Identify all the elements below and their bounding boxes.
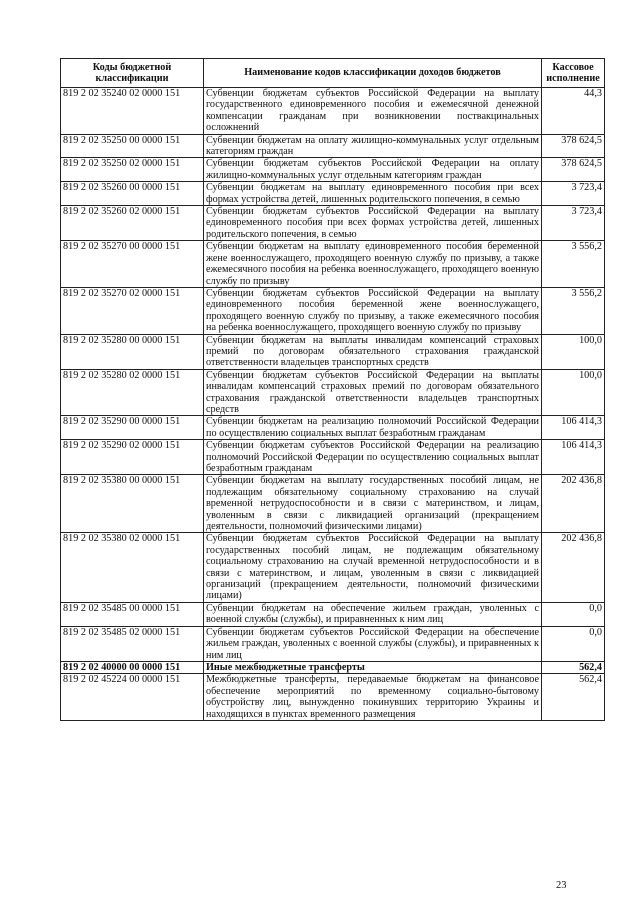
revenue-name-cell: Субвенции бюджетам на оплату жилищно-коммунальных услуг отдельным категориям граждан	[204, 134, 542, 158]
table-row	[61, 416, 605, 440]
budget-code-cell: 819 2 02 35380 02 0000 151	[61, 533, 204, 602]
amount-cell: 3 556,2	[542, 287, 605, 334]
amount-column-header: Кассовое исполнение	[542, 59, 605, 88]
amount-cell: 0,0	[542, 626, 605, 661]
budget-code-cell: 819 2 02 35270 00 0000 151	[61, 241, 204, 288]
amount-cell: 106 414,3	[542, 440, 605, 475]
amount-cell: 106 414,3	[542, 416, 605, 440]
amount-cell: 202 436,8	[542, 533, 605, 602]
page-number: 23	[556, 880, 567, 891]
amount-cell: 3 723,4	[542, 182, 605, 206]
table-row	[61, 88, 605, 135]
table-row	[61, 533, 605, 602]
table-row	[61, 158, 605, 182]
budget-code-cell: 819 2 02 45224 00 0000 151	[61, 674, 204, 721]
revenue-name-cell: Иные межбюджетные трансферты	[204, 661, 542, 673]
budget-code-cell: 819 2 02 35280 02 0000 151	[61, 369, 204, 416]
budget-code-cell: 819 2 02 35270 02 0000 151	[61, 287, 204, 334]
revenue-name-cell: Субвенции бюджетам на обеспечение жильем граждан, уволенных с военной службы (службы), и приравненных к ним лиц	[204, 602, 542, 626]
revenue-name-cell: Субвенции бюджетам субъектов Российской Федерации на оплату жилищно-коммунальных услуг отдельным категориям граждан	[204, 158, 542, 182]
budget-code-cell: 819 2 02 35290 02 0000 151	[61, 440, 204, 475]
budget-code-cell: 819 2 02 35380 00 0000 151	[61, 475, 204, 533]
table-row	[61, 369, 605, 416]
code-column-header: Коды бюджетной классификации	[61, 59, 204, 88]
budget-code-cell: 819 2 02 35485 00 0000 151	[61, 602, 204, 626]
revenue-name-cell: Субвенции бюджетам субъектов Российской Федерации на выплату единовременного пособия беременной жене военнослужащего, проходящего военную службу по призыву, а также ежемесячного пособия на ребенка военнослужащего, проходящего военную службу по призыву	[204, 287, 542, 334]
table-header-row	[61, 59, 605, 88]
budget-code-cell: 819 2 02 35250 02 0000 151	[61, 158, 204, 182]
amount-cell: 3 556,2	[542, 241, 605, 288]
table-row	[61, 334, 605, 369]
table-row	[61, 661, 605, 673]
budget-revenue-table	[60, 58, 605, 721]
amount-cell: 100,0	[542, 334, 605, 369]
table-row	[61, 182, 605, 206]
amount-cell: 378 624,5	[542, 134, 605, 158]
budget-code-cell: 819 2 02 35485 02 0000 151	[61, 626, 204, 661]
revenue-name-cell: Субвенции бюджетам субъектов Российской Федерации на выплату единовременного пособия при всех формах устройства детей, лишенных родительского попечения, в семью	[204, 206, 542, 241]
amount-cell: 378 624,5	[542, 158, 605, 182]
budget-code-cell: 819 2 02 35260 02 0000 151	[61, 206, 204, 241]
revenue-name-cell: Субвенции бюджетам на выплату единовременного пособия беременной жене военнослужащего, проходящего военную службу по призыву, а также ежемесячного пособия на ребенка военнослужащего, проходящего военную службу по призыву	[204, 241, 542, 288]
budget-code-cell: 819 2 02 35250 00 0000 151	[61, 134, 204, 158]
amount-cell: 0,0	[542, 602, 605, 626]
amount-cell: 202 436,8	[542, 475, 605, 533]
budget-code-cell: 819 2 02 35280 00 0000 151	[61, 334, 204, 369]
table-row	[61, 602, 605, 626]
table-row	[61, 134, 605, 158]
revenue-name-cell: Субвенции бюджетам на реализацию полномочий Российской Федерации по осуществлению социальных выплат безработным гражданам	[204, 416, 542, 440]
amount-cell: 3 723,4	[542, 206, 605, 241]
budget-code-cell: 819 2 02 35290 00 0000 151	[61, 416, 204, 440]
budget-code-cell: 819 2 02 35260 00 0000 151	[61, 182, 204, 206]
budget-code-cell: 819 2 02 35240 02 0000 151	[61, 88, 204, 135]
revenue-name-cell: Субвенции бюджетам на выплаты инвалидам компенсаций страховых премий по договорам обязательного страхования гражданской ответственности владельцев транспортных средств	[204, 334, 542, 369]
table-row	[61, 475, 605, 533]
budget-code-cell: 819 2 02 40000 00 0000 151	[61, 661, 204, 673]
revenue-name-cell: Субвенции бюджетам на выплату государственных пособий лицам, не подлежащим обязательному социальному страхованию на случай временной нетрудоспособности и в связи с материнством, и лицам, уволенным в связи с ликвидацией организаций (прекращением деятельности, полномочий физическими лицами)	[204, 475, 542, 533]
revenue-name-cell: Субвенции бюджетам субъектов Российской Федерации на обеспечение жильем граждан, уволенных с военной службы (службы), и приравненных к ним лиц	[204, 626, 542, 661]
amount-cell: 100,0	[542, 369, 605, 416]
revenue-name-cell: Субвенции бюджетам субъектов Российской Федерации на выплату государственного единовременного пособия и ежемесячной денежной компенсации гражданам при возникновении поствакцинальных осложнений	[204, 88, 542, 135]
revenue-name-cell: Межбюджетные трансферты, передаваемые бюджетам на финансовое обеспечение мероприятий по временному социально-бытовому обустройству лиц, вынужденно покинувших территорию Украины и находящихся в пунктах временного размещения	[204, 674, 542, 721]
amount-cell: 44,3	[542, 88, 605, 135]
amount-cell: 562,4	[542, 674, 605, 721]
revenue-name-cell: Субвенции бюджетам на выплату единовременного пособия при всех формах устройства детей, лишенных родительского попечения, в семью	[204, 182, 542, 206]
table-row	[61, 440, 605, 475]
table-row	[61, 626, 605, 661]
table-row	[61, 206, 605, 241]
revenue-name-cell: Субвенции бюджетам субъектов Российской Федерации на выплаты инвалидам компенсаций страховых премий по договорам обязательного страхования гражданской ответственности владельцев транспортных средств	[204, 369, 542, 416]
name-column-header: Наименование кодов классификации доходов бюджетов	[204, 59, 542, 88]
revenue-name-cell: Субвенции бюджетам субъектов Российской Федерации на реализацию полномочий Российской Федерации по осуществлению социальных выплат безработным гражданам	[204, 440, 542, 475]
table-row	[61, 287, 605, 334]
revenue-name-cell: Субвенции бюджетам субъектов Российской Федерации на выплату государственных пособий лицам, не подлежащим обязательному социальному страхованию на случай временной нетрудоспособности и в связи с материнством, и лицам, уволенным в связи с ликвидацией организаций (прекращением деятельности, полномочий физическими лицами)	[204, 533, 542, 602]
amount-cell: 562,4	[542, 661, 605, 673]
table-row	[61, 241, 605, 288]
table-row	[61, 674, 605, 721]
